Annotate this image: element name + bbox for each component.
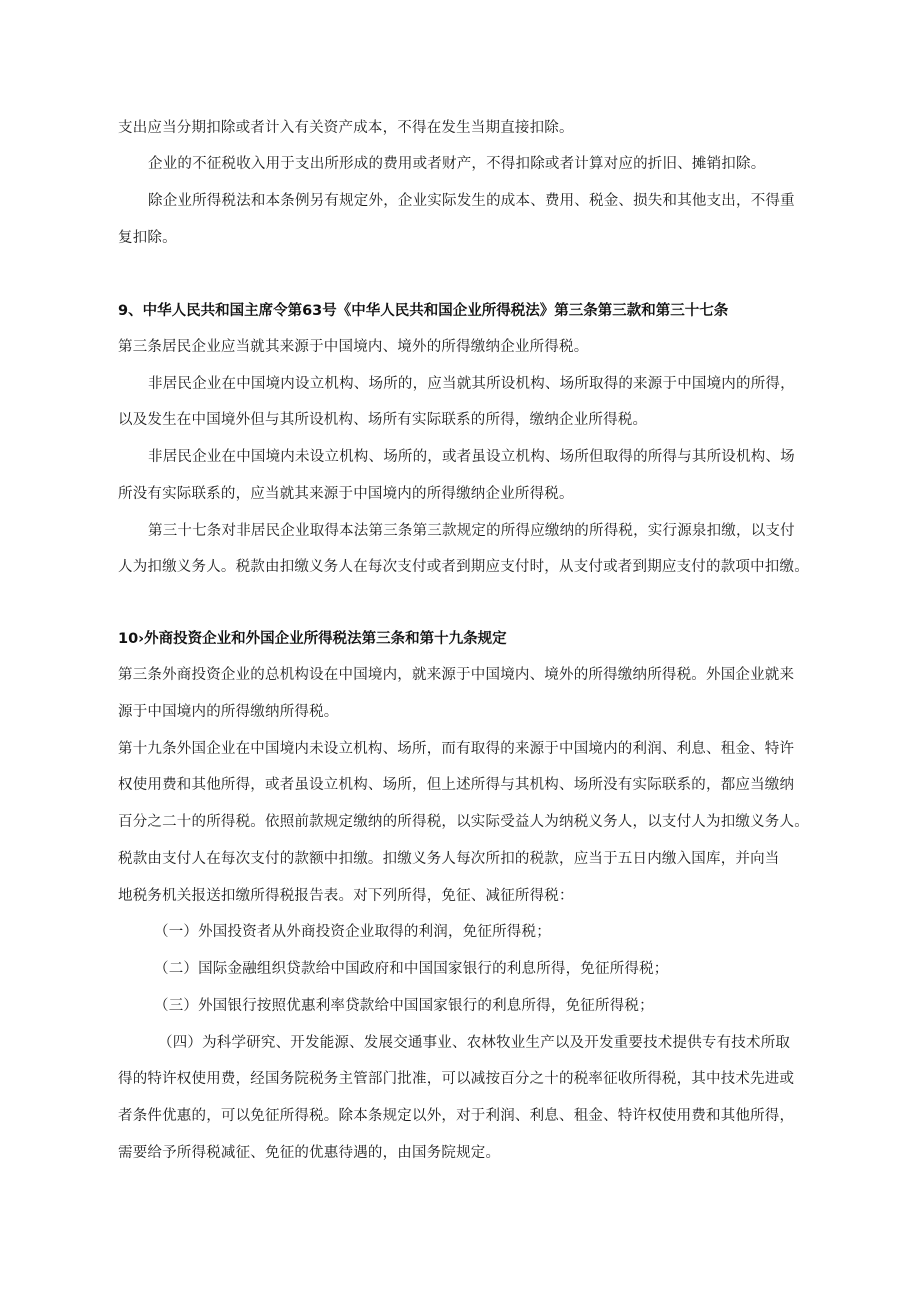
list-item: （三）外国银行按照优惠利率贷款给中国国家银行的利息所得，免征所得税； [154, 998, 654, 1014]
paragraph-line: 支出应当分期扣除或者计入有关资产成本，不得在发生当期直接扣除。 [118, 120, 574, 136]
paragraph-line: 第三条居民企业应当就其来源于中国境内、境外的所得缴纳企业所得税。 [118, 339, 589, 355]
paragraph-line: 需要给予所得税减征、免征的优惠待遇的，由国务院规定。 [118, 1145, 501, 1161]
paragraph-line: 百分之二十的所得税。依照前款规定缴纳的所得税，以实际受益人为纳税义务人，以支付人为扣缴义务人。 [118, 814, 809, 830]
section-heading-9: 9、中华人民共和国主席令第63号《中华人民共和国企业所得税法》第三条第三款和第三十七条 [118, 303, 729, 319]
paragraph-line: 以及发生在中国境外但与其所设机构、场所有实际联系的所得，缴纳企业所得税。 [118, 412, 648, 428]
paragraph-line: 企业的不征税收入用于支出所形成的费用或者财产，不得扣除或者计算对应的折旧、摊销扣除。 [148, 156, 766, 172]
paragraph-line: 所没有实际联系的，应当就其来源于中国境内的所得缴纳企业所得税。 [118, 486, 574, 502]
paragraph-line: 地税务机关报送扣缴所得税报告表。对下列所得，免征、减征所得税： [118, 888, 574, 904]
paragraph-line: 税款由支付人在每次支付的款额中扣缴。扣缴义务人每次所扣的税款，应当于五日内缴入国库，并向当 [118, 851, 780, 867]
paragraph-line: 权使用费和其他所得，或者虽设立机构、场所，但上述所得与其机构、场所没有实际联系的，都应当缴纳 [118, 777, 795, 793]
paragraph-line: 第十九条外国企业在中国境内未设立机构、场所，而有取得的来源于中国境内的利润、利息、租金、特许 [118, 741, 795, 757]
list-item: （一）外国投资者从外商投资企业取得的利润，免征所得税； [154, 924, 551, 940]
paragraph-line: 人为扣缴义务人。税款由扣缴义务人在每次支付或者到期应支付时，从支付或者到期应支付的款项中扣缴。 [118, 559, 809, 575]
paragraph-line: 除企业所得税法和本条例另有规定外，企业实际发生的成本、费用、税金、损失和其他支出，不得重 [148, 193, 795, 209]
paragraph-line: 非居民企业在中国境内设立机构、场所的，应当就其所设机构、场所取得的来源于中国境内的所得， [148, 376, 795, 392]
paragraph-line: 源于中国境内的所得缴纳所得税。 [118, 704, 339, 720]
paragraph-line: 非居民企业在中国境内未设立机构、场所的，或者虽设立机构、场所但取得的所得与其所设机构、场 [148, 449, 795, 465]
list-item: （二）国际金融组织贷款给中国政府和中国国家银行的利息所得，免征所得税； [154, 961, 669, 977]
paragraph-line: 得的特许权使用费，经国务院税务主管部门批准，可以减按百分之十的税率征收所得税，其中技术先进或 [118, 1071, 795, 1087]
list-item: （四）为科学研究、开发能源、发展交通事业、农林牧业生产以及开发重要技术提供专有技术所取 [158, 1035, 791, 1051]
section-heading-10: 10›外商投资企业和外国企业所得税法第三条和第十九条规定 [118, 631, 507, 647]
paragraph-line: 者条件优惠的，可以免征所得税。除本条规定以外，对于利润、利息、租金、特许权使用费和其他所得， [118, 1108, 795, 1124]
paragraph-line: 第三十七条对非居民企业取得本法第三条第三款规定的所得应缴纳的所得税，实行源泉扣缴，以支付 [148, 523, 795, 539]
paragraph-line: 复扣除。 [118, 230, 177, 246]
paragraph-line: 第三条外商投资企业的总机构设在中国境内，就来源于中国境内、境外的所得缴纳所得税。外国企业就来 [118, 667, 795, 683]
